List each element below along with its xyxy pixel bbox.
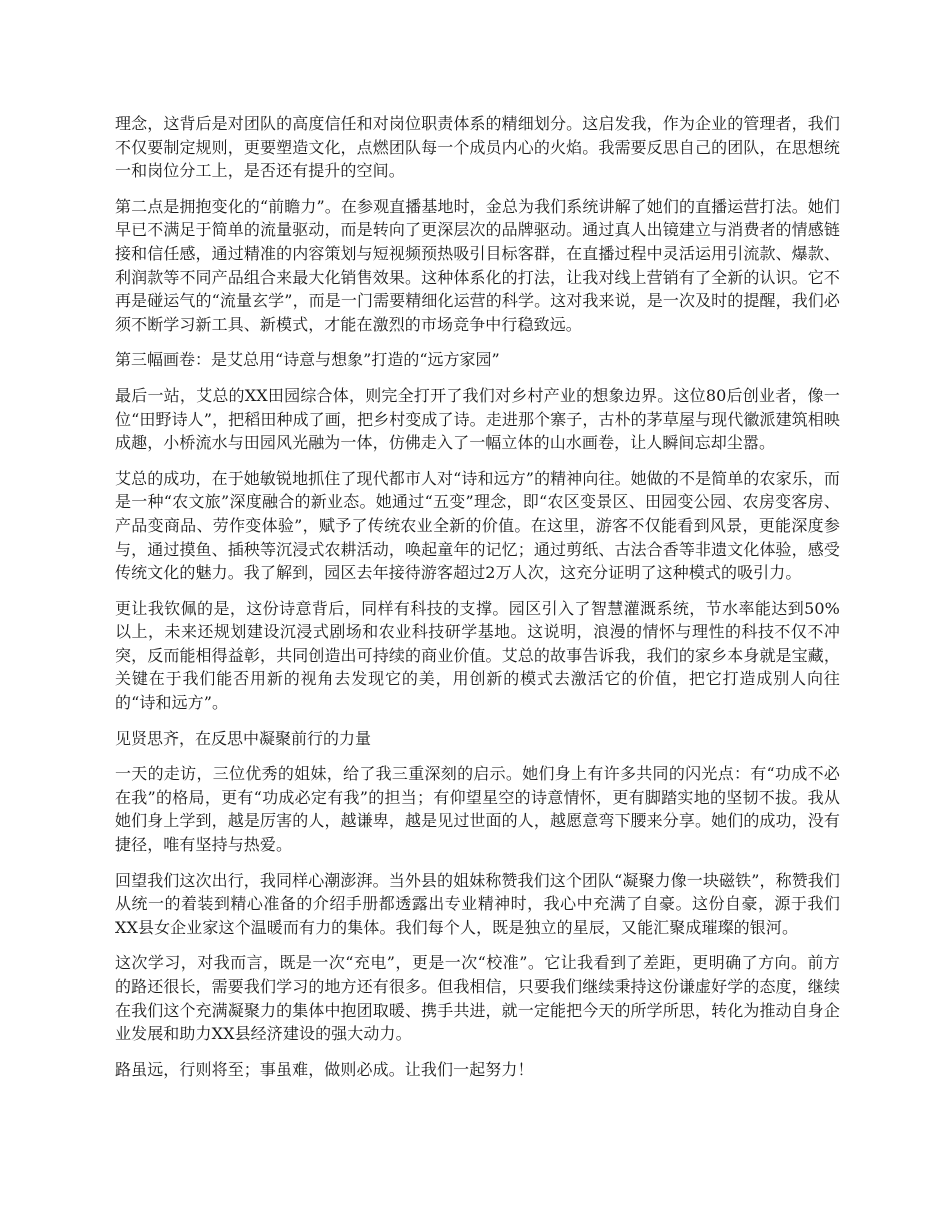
paragraph-team-trust: 理念，这背后是对团队的高度信任和对岗位职责体系的精细划分。这启发我，作为企业的管理者，我们不仅要制定规则，更要塑造文化，点燃团队每一个成员内心的火焰。我需要反思自己的团队，在思想统一和岗位分工上，是否还有提升的空间。 — [115, 114, 840, 181]
paragraph-team-pride: 回望我们这次出行，我同样心潮澎湃。当外县的姐妹称赞我们这个团队“凝聚力像一块磁铁”，称赞我们从统一的着装到精心准备的介绍手册都透露出专业精神时，我心中充满了自豪。这份自豪，源于我们XX县女企业家这个温暖而有力的集体。我们每个人，既是独立的星辰，又能汇聚成璀璨的银河。 — [115, 870, 840, 937]
paragraph-closing-motto: 路虽远，行则将至；事虽难，做则必成。让我们一起努力！ — [115, 1059, 534, 1079]
paragraph-rural-complex: 最后一站，艾总的XX田园综合体，则完全打开了我们对乡村产业的想象边界。这位80后创业者，像一位“田野诗人”，把稻田种成了画，把乡村变成了诗。走进那个寨子，古朴的茅草屋与现代徽派建筑相映成趣，小桥流水与田园风光融为一体，仿佛走入了一幅立体的山水画卷，让人瞬间忘却尘嚣。 — [115, 385, 840, 453]
paragraph-poetry-and-distance: 艾总的成功，在于她敏锐地抓住了现代都市人对“诗和远方”的精神向往。她做的不是简单的农家乐，而是一种“农文旅”深度融合的新业态。她通过“五变”理念，即“农区变景区、田园变公园、农房变客房、产品变商品、劳作变体验”，赋予了传统农业全新的价值。在这里，游客不仅能看到风景，更能深度参与，通过摸鱼、插秧等沉浸式农耕活动，唤起童年的记忆；通过剪纸、古法合香等非遗文化体验，感受传统文化的魅力。我了解到，园区去年接待游客超过2万人次，这充分证明了这种模式的吸引力。 — [115, 468, 840, 583]
paragraph-recharge-calibrate: 这次学习，对我而言，既是一次“充电”，更是一次“校准”。它让我看到了差距，更明确了方向。前方的路还很长，需要我们学习的地方还有很多。但我相信，只要我们继续秉持这份谦虚好学的态度，继续在我们这个充满凝聚力的集体中抱团取暖、携手共进，就一定能把今天的所学所思，转化为推动自身企业发展和助力XX县经济建设的强大动力。 — [115, 953, 840, 1044]
document-page — [115, 112, 840, 1093]
section-heading-third-scroll: 第三幅画卷：是艾总用“诗意与想象”打造的“远方家园” — [115, 350, 500, 370]
paragraph-live-streaming: 第二点是拥抱变化的“前瞻力”。在参观直播基地时，金总为我们系统讲解了她们的直播运营打法。她们早已不满足于简单的流量驱动，而是转向了更深层次的品牌驱动。通过真人出镜建立与消费者的情感链接和信任感，通过精准的内容策划与短视频预热吸引目标客群，在直播过程中灵活运用引流款、爆款、利润款等不同产品组合来最大化销售效果。这种体系化的打法，让我对线上营销有了全新的认识。它不再是碰运气的“流量玄学”，而是一门需要精细化运营的科学。这对我来说，是一次及时的提醒，我们必须不断学习新工具、新模式，才能在激烈的市场竞争中行稳致远。 — [115, 196, 840, 334]
section-heading-reflection: 见贤思齐，在反思中凝聚前行的力量 — [115, 728, 372, 748]
paragraph-technology-support: 更让我钦佩的是，这份诗意背后，同样有科技的支撑。园区引入了智慧灌溉系统，节水率能达到50%以上，未来还规划建设沉浸式剧场和农业科技研学基地。这说明，浪漫的情怀与理性的科技不仅不冲突，反而能相得益彰，共同创造出可持续的商业价值。艾总的故事告诉我，我们的家乡本身就是宝藏，关键在于我们能否用新的视角去发现它的美，用创新的模式去激活它的价值，把它打造成别人向往的“诗和远方”。 — [115, 598, 840, 713]
paragraph-three-insights: 一天的走访，三位优秀的姐妹，给了我三重深刻的启示。她们身上有许多共同的闪光点：有“功成不必在我”的格局，更有“功成必定有我”的担当；有仰望星空的诗意情怀，更有脚踏实地的坚韧不拔。我从她们身上学到，越是厉害的人，越谦卑，越是见过世面的人，越愿意弯下腰来分享。她们的成功，没有捷径，唯有坚持与热爱。 — [115, 764, 840, 855]
